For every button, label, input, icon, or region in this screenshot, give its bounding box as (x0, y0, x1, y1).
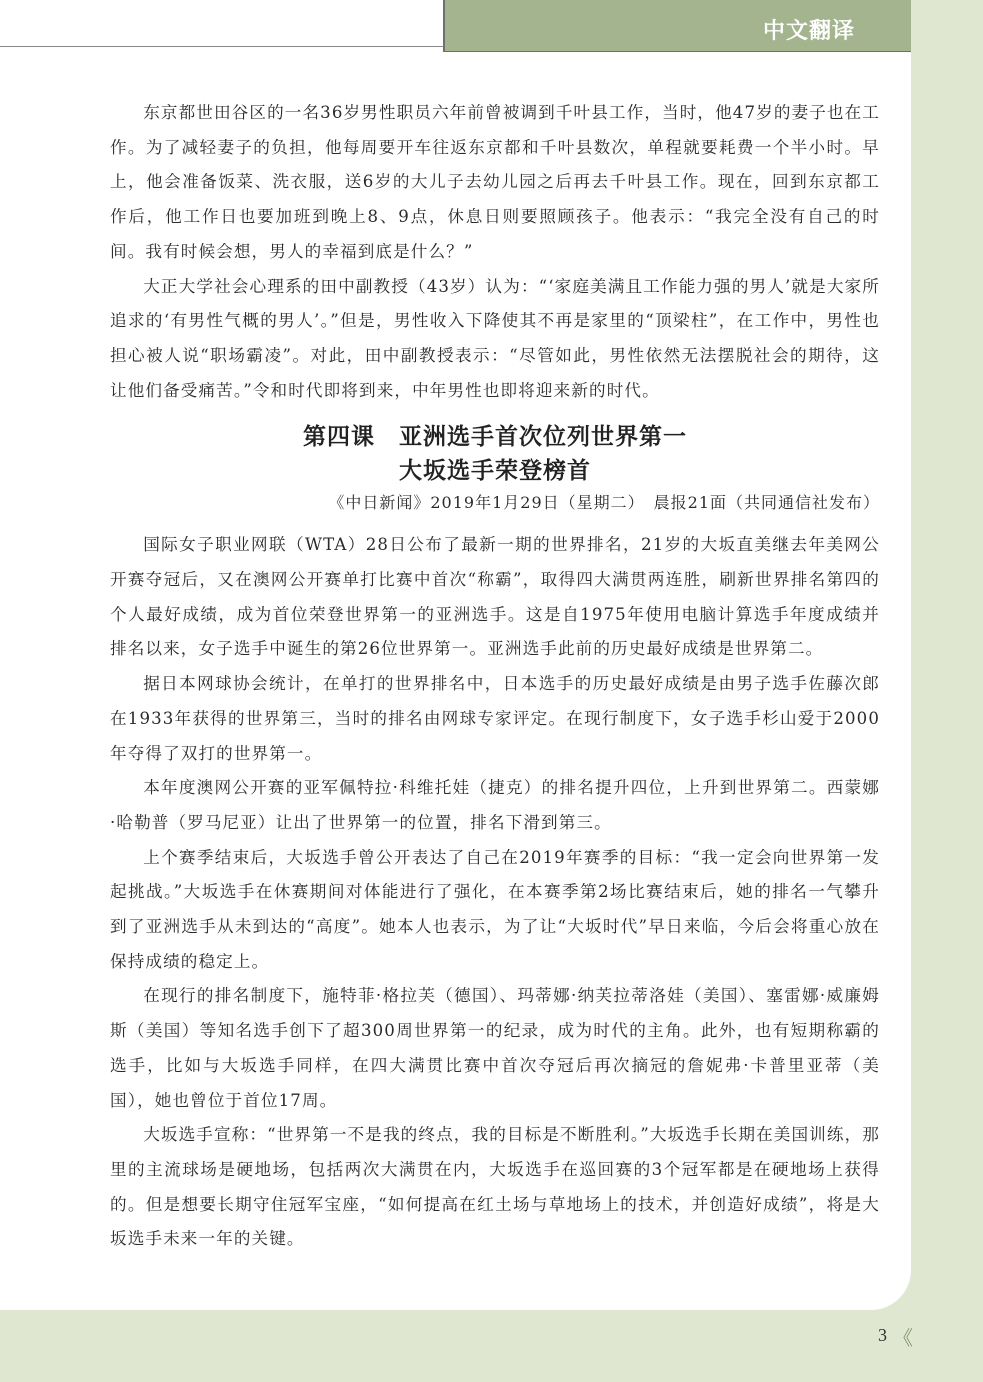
main-content (110, 96, 880, 1257)
paragraph: 东京都世田谷区的一名36岁男性职员六年前曾被调到千叶县工作，当时，他47岁的妻子也在工作。为了减轻妻子的负担，他每周要开车往返东京都和千叶县数次，单程就要耗费一个半小时。早上，他会准备饭菜、洗衣服，送6岁的大儿子去幼儿园之后再去千叶县工作。现在，回到东京都工作后，他工作日也要加班到晚上8、9点，休息日则要照顾孩子。他表示：“我完全没有自己的时间。我有时候会想，男人的幸福到底是什么？” (110, 103, 880, 261)
paragraph: 本年度澳网公开赛的亚军佩特拉·科维托娃（捷克）的排名提升四位，上升到世界第二。西蒙娜·哈勒普（罗马尼亚）让出了世界第一的位置，排名下滑到第三。 (110, 778, 880, 832)
page-number: 3 (878, 1325, 887, 1345)
paragraph: 在现行的排名制度下，施特菲·格拉芙（德国）、玛蒂娜·纳芙拉蒂洛娃（美国）、塞雷娜·威廉姆斯（美国）等知名选手创下了超300周世界第一的纪录，成为时代的主角。此外，也有短期称霸的选手，比如与大坂选手同样，在四大满贯比赛中首次夺冠后再次摘冠的詹妮弗·卡普里亚蒂（美国），她也曾位于首位17周。 (110, 986, 880, 1110)
double-chevron-left-icon: 《 (893, 1326, 913, 1350)
header-rule (0, 46, 443, 47)
lesson-source: 《中日新闻》2019年1月29日（星期二） 晨报21面（共同通信社发布） (328, 493, 880, 513)
paragraph: 据日本网球协会统计，在单打的世界排名中，日本选手的历史最好成绩是由男子选手佐藤次郎在1933年获得的世界第三，当时的排名由网球专家评定。在现行制度下，女子选手杉山爱于2000年夺得了双打的世界第一。 (110, 674, 880, 763)
lesson-title (110, 420, 880, 488)
paragraph: 大正大学社会心理系的田中副教授（43岁）认为：“‘家庭美满且工作能力强的男人’就是大家所追求的‘有男性气概的男人’。”但是，男性收入下降使其不再是家里的“顶梁柱”，在工作中，男性也担心被人说“职场霸凌”。对此，田中副教授表示：“尽管如此，男性依然无法摆脱社会的期待，这让他们备受痛苦。”令和时代即将到来，中年男性也即将迎来新的时代。 (110, 276, 880, 400)
header-tab (443, 0, 911, 52)
header-tab-label: 中文翻译 (762, 19, 855, 44)
lesson-title-line1: 第四课 亚洲选手首次位列世界第一 (303, 424, 687, 451)
paragraph: 大坂选手宣称：“世界第一不是我的终点，我的目标是不断胜利。”大坂选手长期在美国训练，那里的主流球场是硬地场，包括两次大满贯在内，大坂选手在巡回赛的3个冠军都是在硬地场上获得的。但是想要长期守住冠军宝座，“如何提高在红土场与草地场上的技术，并创造好成绩”，将是大坂选手未来一年的关键。 (110, 1125, 880, 1249)
paragraph: 上个赛季结束后，大坂选手曾公开表达了自己在2019年赛季的目标：“我一定会向世界第一发起挑战。”大坂选手在休赛期间对体能进行了强化，在本赛季第2场比赛结束后，她的排名一气攀升到了亚洲选手从未到达的“高度”。她本人也表示，为了让“大坂时代”早日来临，今后会将重心放在保持成绩的稳定上。 (110, 847, 880, 971)
paragraph: 国际女子职业网联（WTA）28日公布了最新一期的世界排名，21岁的大坂直美继去年美网公开赛夺冠后，又在澳网公开赛单打比赛中首次“称霸”，取得四大满贯两连胜，刷新世界排名第四的个人最好成绩，成为首位荣登世界第一的亚洲选手。这是自1975年使用电脑计算选手年度成绩并排名以来，女子选手中诞生的第26位世界第一。亚洲选手此前的历史最好成绩是世界第二。 (110, 535, 880, 659)
lesson-title-line2: 大坂选手荣登榜首 (399, 458, 591, 485)
